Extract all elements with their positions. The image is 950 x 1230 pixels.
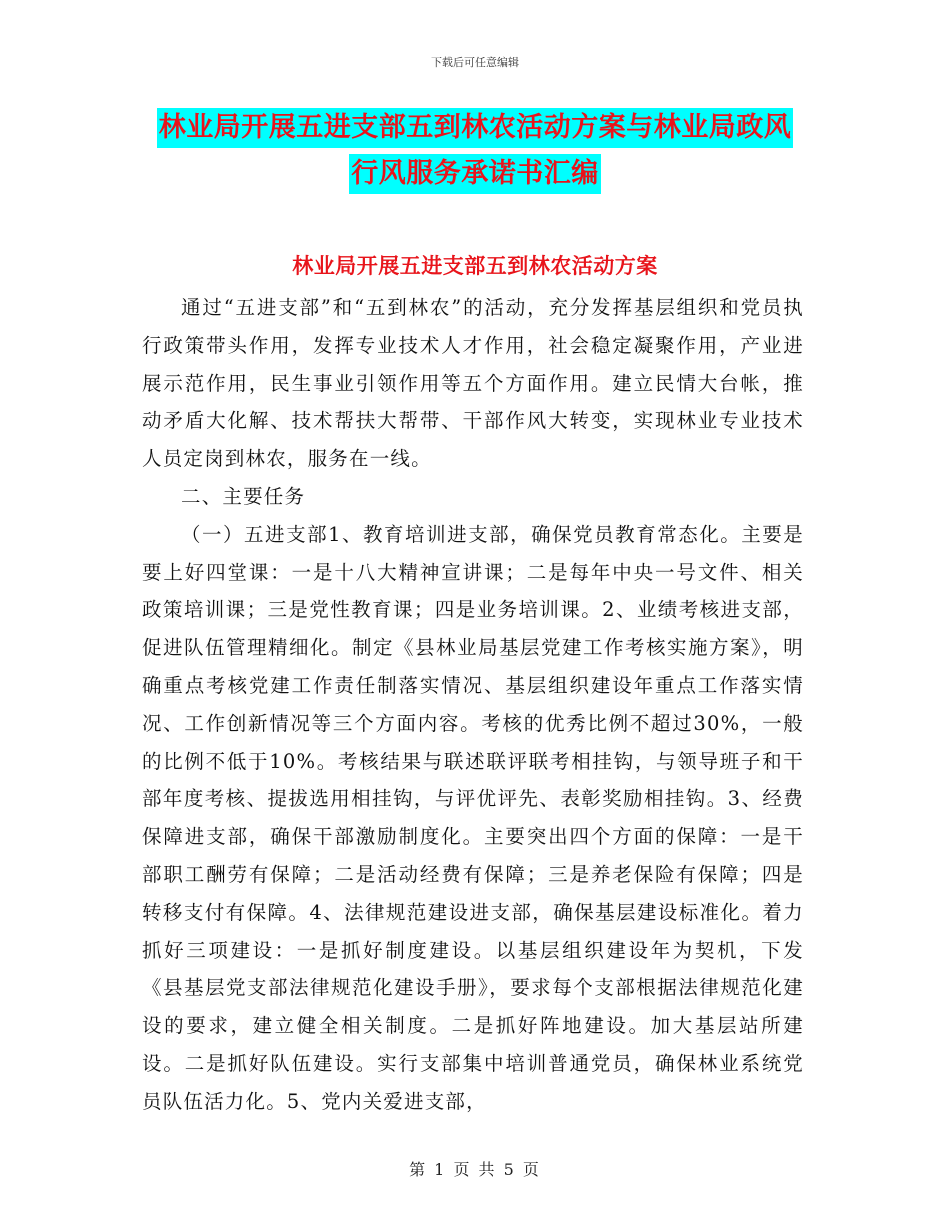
document-title (0, 108, 950, 194)
paragraph-intro: 通过“五进支部”和“五到林农”的活动，充分发挥基层组织和党员执行政策带头作用，发挥专业技术人才作用，社会稳定凝聚作用，产业进展示范作用，民生事业引领作用等五个方面作用。建立民情大台帐，推动矛盾大化解、技术帮扶大帮带、干部作风大转变，实现林业专业技术人员定岗到林农，服务在一线。 (142, 296, 804, 471)
paragraph-heading-main-tasks: 二、主要任务 (181, 484, 306, 508)
paragraph-five-into-branch: （一）五进支部1、教育培训进支部，确保党员教育常态化。主要是要上好四堂课：一是十八大精神宣讲课；二是每年中央一号文件、相关政策培训课；三是党性教育课；四是业务培训课。2、业绩考核进支部，促进队伍管理精细化。制定《县林业局基层党建工作考核实施方案》，明确重点考核党建工作责任制落实情况、基层组织建设年重点工作落实情况、工作创新情况等三个方面内容。考核的优秀比例不超过30%，一般的比例不低于10%。考核结果与联述联评联考相挂钩，与领导班子和干部年度考核、提拔选用相挂钩，与评优评先、表彰奖励相挂钩。3、经费保障进支部，确保干部激励制度化。主要突出四个方面的保障：一是干部职工酬劳有保障；二是活动经费有保障；三是养老保险有保障；四是转移支付有保障。4、法律规范建设进支部，确保基层建设标准化。着力抓好三项建设：一是抓好制度建设。以基层组织建设年为契机，下发《县基层党支部法律规范化建设手册》，要求每个支部根据法律规范化建设的要求，建立健全相关制度。二是抓好阵地建设。加大基层站所建设。二是抓好队伍建设。实行支部集中培训普通党员，确保林业系统党员队伍活力化。5、党内关爱进支部， (142, 522, 804, 1113)
page-number: 第 1 页 共 5 页 (409, 1160, 541, 1179)
section-title: 林业局开展五进支部五到林农活动方案 (292, 253, 658, 278)
title-line-2: 行风服务承诺书汇编 (349, 154, 601, 194)
title-line-1: 林业局开展五进支部五到林农活动方案与林业局政风 (157, 108, 794, 148)
document-body (142, 289, 804, 1121)
page-header: 下载后可任意编辑 (431, 56, 519, 69)
